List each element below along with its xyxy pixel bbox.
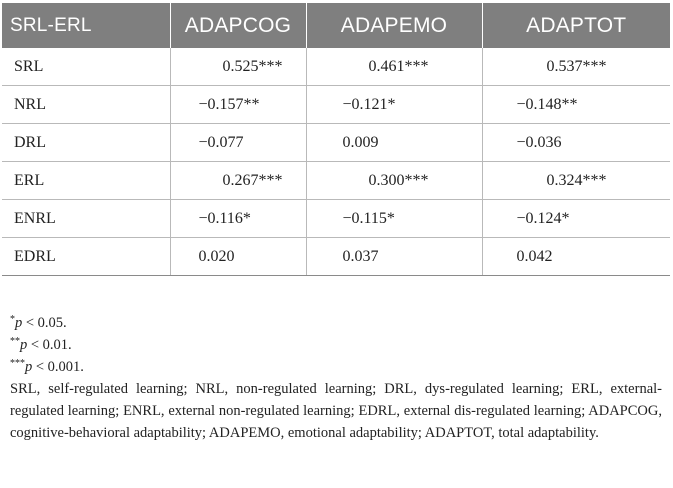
row-label: DRL <box>2 124 170 162</box>
cell-value: 0.537*** <box>546 57 607 75</box>
table-row <box>2 200 670 238</box>
cell-adaptot <box>482 124 670 162</box>
cell-value: −0.036 <box>516 133 562 151</box>
cell-value: 0.009 <box>342 133 379 151</box>
table-row <box>2 48 670 86</box>
cell-value: 0.037 <box>342 247 379 265</box>
cell-value: −0.115* <box>342 209 395 227</box>
cell-adaptot <box>482 162 670 200</box>
cell-value: 0.461*** <box>368 57 429 75</box>
cell-value: −0.124* <box>516 209 570 227</box>
threshold-text: < 0.01. <box>27 337 72 353</box>
table-row <box>2 124 670 162</box>
cell-adapcog <box>170 86 306 124</box>
row-label: SRL <box>2 48 170 86</box>
table-row <box>2 238 670 276</box>
table-header <box>2 3 670 48</box>
threshold-text: < 0.05. <box>22 315 67 331</box>
cell-value: 0.525*** <box>222 57 283 75</box>
significance-note-001 <box>10 356 662 378</box>
cell-adaptot <box>482 200 670 238</box>
cell-adapemo <box>306 48 482 86</box>
cell-adapcog <box>170 48 306 86</box>
header-adaptot: ADAPTOT <box>482 3 670 48</box>
correlation-table <box>2 3 670 276</box>
cell-adapcog <box>170 124 306 162</box>
cell-adapemo <box>306 86 482 124</box>
threshold-text: < 0.001. <box>32 359 84 375</box>
cell-adapcog <box>170 162 306 200</box>
cell-value: 0.042 <box>516 247 553 265</box>
cell-adapemo <box>306 124 482 162</box>
cell-value: −0.148** <box>516 95 578 113</box>
table-row <box>2 86 670 124</box>
correlation-table-container <box>2 3 670 276</box>
cell-adapemo <box>306 238 482 276</box>
cell-value: 0.267*** <box>222 171 283 189</box>
cell-value: −0.121* <box>342 95 396 113</box>
stars: ** <box>10 336 20 347</box>
p-symbol: p <box>20 337 28 353</box>
cell-value: 0.300*** <box>368 171 429 189</box>
row-label: NRL <box>2 86 170 124</box>
row-label: EDRL <box>2 238 170 276</box>
table-body <box>2 48 670 276</box>
table-row <box>2 162 670 200</box>
header-adapcog: ADAPCOG <box>170 3 306 48</box>
cell-adapemo <box>306 200 482 238</box>
cell-adapcog <box>170 200 306 238</box>
significance-note-05 <box>10 312 662 334</box>
cell-adaptot <box>482 86 670 124</box>
row-label: ERL <box>2 162 170 200</box>
cell-value: 0.020 <box>198 247 235 265</box>
header-srl-erl: SRL-ERL <box>2 3 170 48</box>
stars: * <box>10 314 15 325</box>
header-row <box>2 3 670 48</box>
cell-value: −0.116* <box>198 209 251 227</box>
stars: *** <box>10 358 25 369</box>
cell-adaptot <box>482 238 670 276</box>
table-footnotes <box>10 312 662 444</box>
cell-value: −0.077 <box>198 133 244 151</box>
abbreviations-note: SRL, self-regulated learning; NRL, non-regulated learning; DRL, dys-regulated learning; ERL, external-regulated learning; ENRL, external non-regulated learning; EDRL, external dis-regulated learning; ADAPCOG, cognitive-behavioral adaptability; ADAPEMO, emotional adaptability; ADAPTOT, total adaptability. <box>10 381 662 441</box>
p-symbol: p <box>15 315 23 331</box>
cell-adapcog <box>170 238 306 276</box>
row-label: ENRL <box>2 200 170 238</box>
cell-value: 0.324*** <box>546 171 607 189</box>
p-symbol: p <box>25 359 33 375</box>
cell-adaptot <box>482 48 670 86</box>
cell-value: −0.157** <box>198 95 260 113</box>
header-adapemo: ADAPEMO <box>306 3 482 48</box>
significance-note-01 <box>10 334 662 356</box>
cell-adapemo <box>306 162 482 200</box>
